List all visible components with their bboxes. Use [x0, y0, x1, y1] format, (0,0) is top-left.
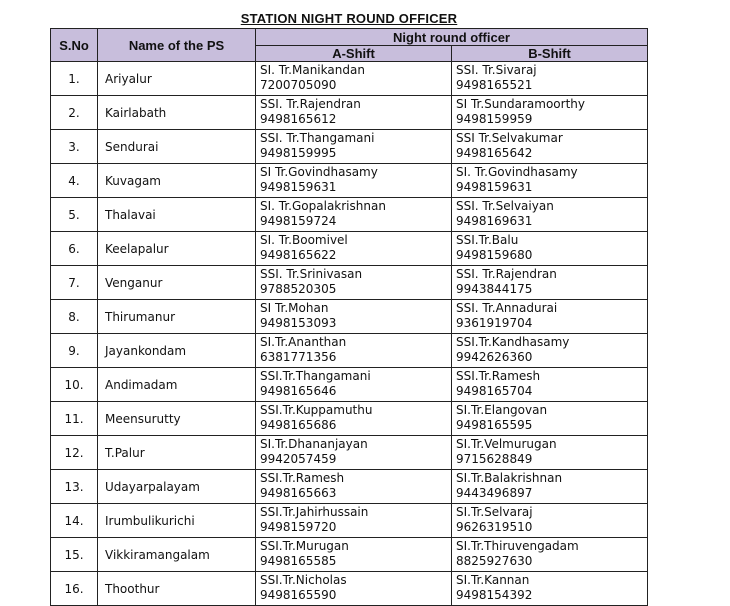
row-a-shift	[256, 164, 452, 198]
table-row	[51, 198, 648, 232]
b-shift-officer: SI Tr.Sundaramoorthy	[456, 97, 585, 111]
b-shift-phone: 9942626360	[456, 350, 533, 364]
table-row	[51, 504, 648, 538]
row-ps-name: Thalavai	[98, 198, 256, 232]
b-shift-officer: SSI Tr.Selvakumar	[456, 131, 563, 145]
a-shift-phone: 6381771356	[260, 350, 337, 364]
b-shift-officer: SSI. Tr.Sivaraj	[456, 63, 537, 77]
b-shift-phone: 9443496897	[456, 486, 533, 500]
row-ps-name: T.Palur	[98, 436, 256, 470]
row-sno: 7.	[51, 266, 98, 300]
header-a-shift: A-Shift	[256, 46, 452, 62]
b-shift-officer: SSI. Tr.Annadurai	[456, 301, 558, 315]
row-ps-name: Venganur	[98, 266, 256, 300]
a-shift-officer: SSI.Tr.Thangamani	[260, 369, 371, 383]
row-ps-name: Udayarpalayam	[98, 470, 256, 504]
row-b-shift	[452, 198, 648, 232]
a-shift-officer: SSI. Tr.Rajendran	[260, 97, 361, 111]
a-shift-officer: SSI.Tr.Jahirhussain	[260, 505, 369, 519]
row-sno: 10.	[51, 368, 98, 402]
b-shift-officer: SI.Tr.Selvaraj	[456, 505, 533, 519]
a-shift-phone: 9498165622	[260, 248, 337, 262]
row-b-shift	[452, 232, 648, 266]
row-a-shift	[256, 504, 452, 538]
row-ps-name: Jayankondam	[98, 334, 256, 368]
a-shift-phone: 9498159720	[260, 520, 337, 534]
row-a-shift	[256, 368, 452, 402]
b-shift-phone: 9715628849	[456, 452, 533, 466]
row-a-shift	[256, 572, 452, 606]
b-shift-phone: 9498159680	[456, 248, 533, 262]
row-sno: 1.	[51, 62, 98, 96]
header-sno: S.No	[51, 29, 98, 62]
table-row	[51, 164, 648, 198]
a-shift-officer: SSI.Tr.Murugan	[260, 539, 349, 553]
b-shift-officer: SI.Tr.Elangovan	[456, 403, 548, 417]
row-ps-name: Sendurai	[98, 130, 256, 164]
row-b-shift	[452, 572, 648, 606]
row-a-shift	[256, 538, 452, 572]
a-shift-phone: 9498159631	[260, 180, 337, 194]
a-shift-phone: 7200705090	[260, 78, 337, 92]
table-row	[51, 470, 648, 504]
header-ps: Name of the PS	[98, 29, 256, 62]
table-row	[51, 96, 648, 130]
b-shift-phone: 9498165521	[456, 78, 533, 92]
row-sno: 4.	[51, 164, 98, 198]
a-shift-phone: 9498159724	[260, 214, 337, 228]
row-sno: 15.	[51, 538, 98, 572]
a-shift-phone: 9498165585	[260, 554, 337, 568]
a-shift-officer: SI Tr.Govindhasamy	[260, 165, 378, 179]
a-shift-officer: SI.Tr.Dhananjayan	[260, 437, 368, 451]
b-shift-phone: 9498165595	[456, 418, 533, 432]
row-ps-name: Ariyalur	[98, 62, 256, 96]
row-sno: 11.	[51, 402, 98, 436]
table-row	[51, 62, 648, 96]
row-b-shift	[452, 334, 648, 368]
row-sno: 16.	[51, 572, 98, 606]
table-row	[51, 402, 648, 436]
row-ps-name: Thirumanur	[98, 300, 256, 334]
table-row	[51, 538, 648, 572]
b-shift-phone: 9498169631	[456, 214, 533, 228]
table-row	[51, 334, 648, 368]
a-shift-officer: SSI.Tr.Nicholas	[260, 573, 347, 587]
a-shift-phone: 9942057459	[260, 452, 337, 466]
row-a-shift	[256, 62, 452, 96]
row-ps-name: Keelapalur	[98, 232, 256, 266]
row-a-shift	[256, 232, 452, 266]
row-a-shift	[256, 334, 452, 368]
b-shift-phone: 9498154392	[456, 588, 533, 602]
a-shift-officer: SSI.Tr.Ramesh	[260, 471, 345, 485]
a-shift-phone: 9498159995	[260, 146, 337, 160]
row-a-shift	[256, 266, 452, 300]
b-shift-officer: SSI.Tr.Ramesh	[456, 369, 541, 383]
row-sno: 9.	[51, 334, 98, 368]
row-b-shift	[452, 368, 648, 402]
header-b-shift: B-Shift	[452, 46, 648, 62]
a-shift-phone: 9498165612	[260, 112, 337, 126]
row-a-shift	[256, 470, 452, 504]
a-shift-officer: SSI. Tr.Srinivasan	[260, 267, 363, 281]
row-b-shift	[452, 402, 648, 436]
table-row	[51, 266, 648, 300]
row-b-shift	[452, 436, 648, 470]
b-shift-officer: SI.Tr.Thiruvengadam	[456, 539, 579, 553]
b-shift-officer: SSI.Tr.Balu	[456, 233, 519, 247]
row-b-shift	[452, 300, 648, 334]
row-b-shift	[452, 538, 648, 572]
a-shift-officer: SI. Tr.Gopalakrishnan	[260, 199, 386, 213]
row-ps-name: Meensurutty	[98, 402, 256, 436]
row-b-shift	[452, 130, 648, 164]
header-row	[51, 29, 648, 46]
b-shift-phone: 9626319510	[456, 520, 533, 534]
a-shift-phone: 9498165686	[260, 418, 337, 432]
a-shift-phone: 9498165590	[260, 588, 337, 602]
row-b-shift	[452, 62, 648, 96]
row-ps-name: Kairlabath	[98, 96, 256, 130]
b-shift-phone: 8825927630	[456, 554, 533, 568]
b-shift-officer: SSI. Tr.Rajendran	[456, 267, 557, 281]
b-shift-phone: 9498165704	[456, 384, 533, 398]
table-row	[51, 232, 648, 266]
table-row	[51, 300, 648, 334]
row-b-shift	[452, 504, 648, 538]
b-shift-phone: 9498165642	[456, 146, 533, 160]
night-round-officer-table	[50, 28, 648, 606]
row-sno: 6.	[51, 232, 98, 266]
b-shift-phone: 9361919704	[456, 316, 533, 330]
a-shift-phone: 9498165646	[260, 384, 337, 398]
a-shift-officer: SI. Tr.Boomivel	[260, 233, 348, 247]
row-sno: 3.	[51, 130, 98, 164]
b-shift-officer: SI.Tr.Velmurugan	[456, 437, 557, 451]
b-shift-officer: SI. Tr.Govindhasamy	[456, 165, 578, 179]
b-shift-officer: SSI. Tr.Selvaiyan	[456, 199, 554, 213]
table-row	[51, 572, 648, 606]
b-shift-phone: 9498159631	[456, 180, 533, 194]
row-ps-name: Irumbulikurichi	[98, 504, 256, 538]
header-night-round-officer: Night round officer	[256, 29, 648, 46]
page-title	[0, 11, 730, 26]
row-sno: 12.	[51, 436, 98, 470]
a-shift-officer: SI Tr.Mohan	[260, 301, 329, 315]
b-shift-phone: 9943844175	[456, 282, 533, 296]
b-shift-officer: SI.Tr.Balakrishnan	[456, 471, 563, 485]
row-sno: 13.	[51, 470, 98, 504]
row-ps-name: Kuvagam	[98, 164, 256, 198]
row-sno: 5.	[51, 198, 98, 232]
row-sno: 14.	[51, 504, 98, 538]
a-shift-officer: SSI. Tr.Thangamani	[260, 131, 375, 145]
b-shift-officer: SSI.Tr.Kandhasamy	[456, 335, 570, 349]
page-title-text: STATION NIGHT ROUND OFFICER	[240, 11, 458, 26]
row-b-shift	[452, 96, 648, 130]
row-sno: 2.	[51, 96, 98, 130]
row-sno: 8.	[51, 300, 98, 334]
row-a-shift	[256, 130, 452, 164]
row-b-shift	[452, 470, 648, 504]
a-shift-officer: SI. Tr.Manikandan	[260, 63, 365, 77]
a-shift-phone: 9498153093	[260, 316, 337, 330]
b-shift-phone: 9498159959	[456, 112, 533, 126]
row-b-shift	[452, 164, 648, 198]
table-row	[51, 436, 648, 470]
a-shift-officer: SSI.Tr.Kuppamuthu	[260, 403, 373, 417]
a-shift-phone: 9498165663	[260, 486, 337, 500]
b-shift-officer: SI.Tr.Kannan	[456, 573, 530, 587]
row-a-shift	[256, 300, 452, 334]
row-a-shift	[256, 402, 452, 436]
row-ps-name: Vikkiramangalam	[98, 538, 256, 572]
row-a-shift	[256, 436, 452, 470]
a-shift-officer: SI.Tr.Ananthan	[260, 335, 347, 349]
a-shift-phone: 9788520305	[260, 282, 337, 296]
table-row	[51, 130, 648, 164]
row-ps-name: Andimadam	[98, 368, 256, 402]
row-a-shift	[256, 96, 452, 130]
row-ps-name: Thoothur	[98, 572, 256, 606]
row-b-shift	[452, 266, 648, 300]
table-row	[51, 368, 648, 402]
row-a-shift	[256, 198, 452, 232]
